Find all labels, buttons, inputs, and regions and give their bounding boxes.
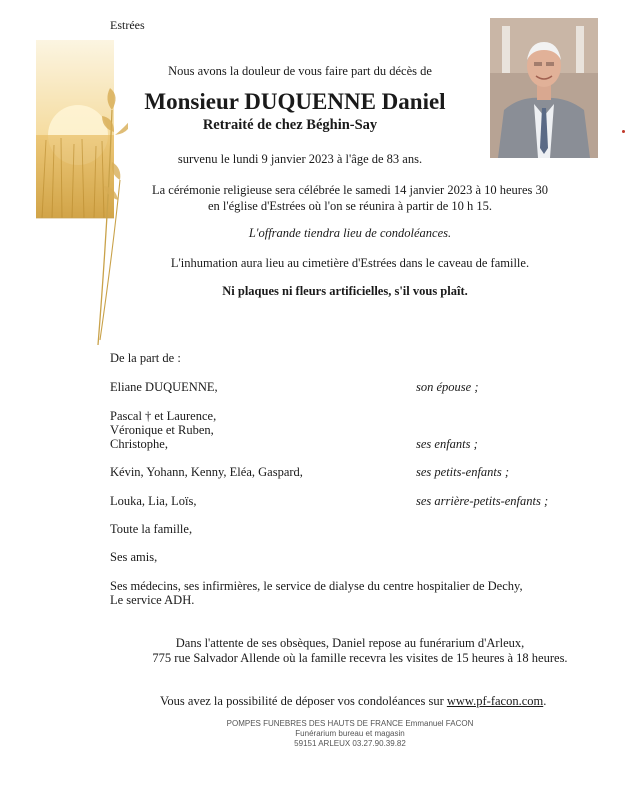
family-names-children-1: Pascal † et Laurence,: [110, 409, 217, 423]
ceremony-line-2: en l'église d'Estrées où l'on se réunira à partir de 10 h 15.: [207, 199, 493, 213]
portrait-photo: [490, 18, 598, 158]
whole-family-text: Toute la famille,: [110, 522, 193, 536]
medical-staff-line-1: Ses médecins, ses infirmières, le service de dialyse du centre hospitalier de Dechy,: [110, 579, 523, 593]
burial-text: L'inhumation aura lieu au cimetière d'Estrées dans le caveau de famille.: [170, 256, 530, 270]
footer-address: 59151 ARLEUX 03.27.90.39.82: [294, 739, 406, 748]
offering-note: L'offrande tiendra lieu de condoléances.: [248, 226, 452, 240]
family-relation-children: ses enfants ;: [416, 437, 478, 451]
medical-staff-line-2: Le service ADH.: [110, 593, 195, 607]
family-names-grandchildren: Kévin, Yohann, Kenny, Eléa, Gaspard,: [110, 465, 303, 479]
family-names-children-3: Christophe,: [110, 437, 168, 451]
no-flowers-note: Ni plaques ni fleurs artificielles, s'il vous plaît.: [222, 284, 468, 298]
condolences-prefix: Vous avez la possibilité de déposer vos condoléances sur: [160, 694, 444, 708]
funeral-home-line-1: Dans l'attente de ses obsèques, Daniel repose au funérarium d'Arleux,: [175, 636, 525, 650]
family-relation-grandchildren: ses petits-enfants ;: [416, 465, 510, 479]
town-name: Estrées: [110, 18, 145, 32]
family-names-great-grandchildren: Louka, Lia, Loïs,: [110, 494, 197, 508]
condolences-end: .: [543, 694, 547, 708]
deceased-subtitle: Retraité de chez Béghin-Say: [202, 117, 378, 133]
family-names-children-2: Véronique et Ruben,: [110, 423, 214, 437]
footer-company: POMPES FUNEBRES DES HAUTS DE FRANCE Emmanuel FACON: [226, 719, 474, 728]
family-heading: De la part de :: [110, 351, 181, 365]
ceremony-line-1: La cérémonie religieuse sera célébrée le samedi 14 janvier 2023 à 10 heures 30: [151, 183, 548, 197]
red-mark: [622, 130, 625, 133]
death-date-text: survenu le lundi 9 janvier 2023 à l'âge de 83 ans.: [177, 152, 423, 166]
funeral-home-line-2: 775 rue Salvador Allende où la famille recevra les visites de 15 heures à 18 heures.: [152, 651, 568, 665]
family-relation-great-grandchildren: ses arrière-petits-enfants ;: [416, 494, 549, 508]
friends-text: Ses amis,: [110, 550, 158, 564]
wheat-illustration: [28, 40, 128, 350]
intro-text: Nous avons la douleur de vous faire part du décès de: [168, 64, 432, 78]
family-relation-spouse: son épouse ;: [416, 380, 479, 394]
footer-services: Funérarium bureau et magasin: [295, 729, 405, 738]
family-names-spouse: Eliane DUQUENNE,: [110, 380, 218, 394]
condolences-text: [160, 694, 547, 709]
deceased-name: Monsieur DUQUENNE Daniel: [144, 89, 446, 114]
condolences-link[interactable]: www.pf-facon.com: [446, 694, 544, 708]
